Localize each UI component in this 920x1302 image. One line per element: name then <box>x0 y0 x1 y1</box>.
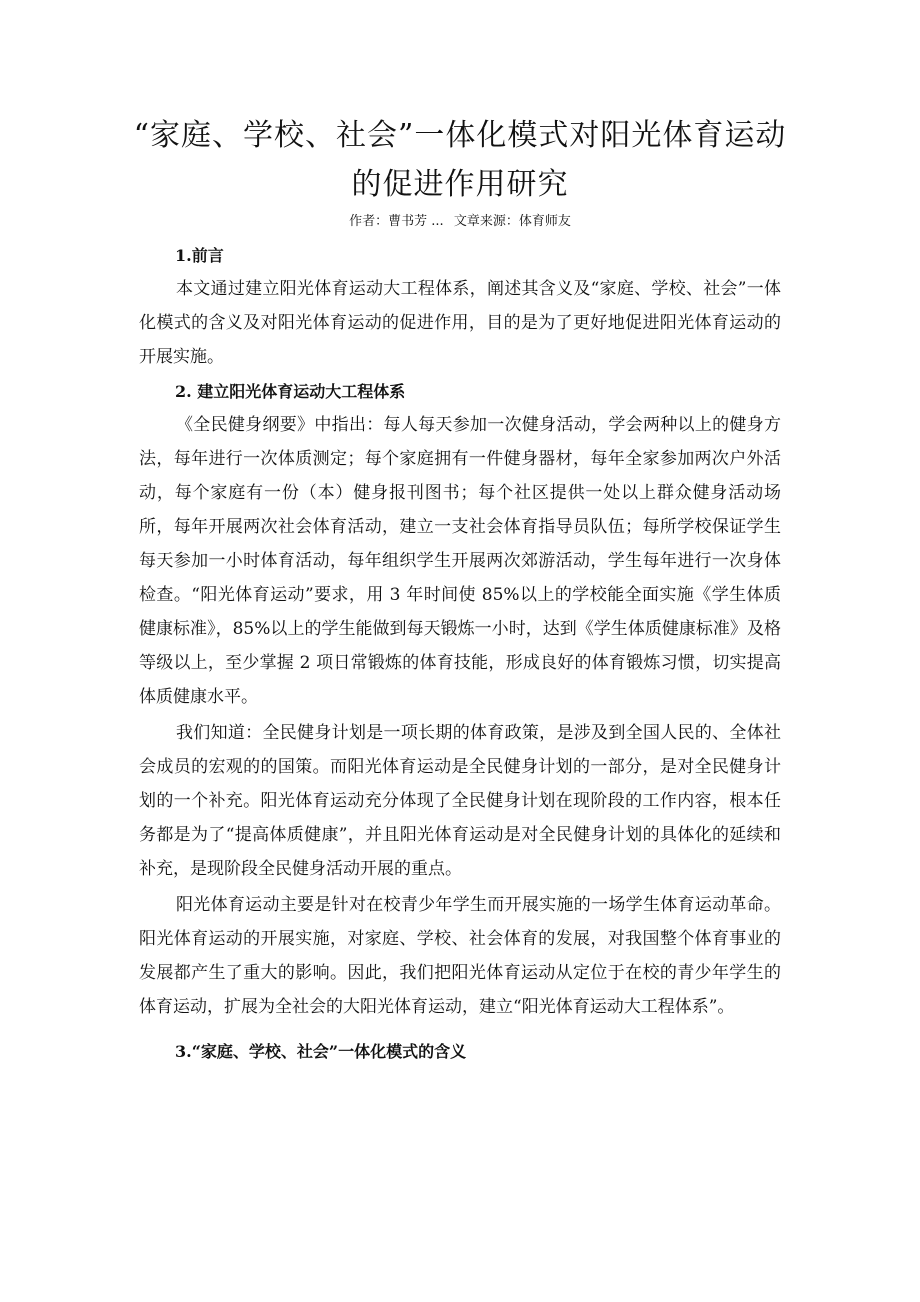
paragraph: 本文通过建立阳光体育运动大工程体系，阐述其含义及“家庭、学校、社会”一体化模式的含义及对阳光体育运动的促进作用，目的是为了更好地促进阳光体育运动的开展实施。 <box>139 279 781 367</box>
section-heading-system: 2. 建立阳光体育运动大工程体系 <box>175 382 406 401</box>
byline <box>80 212 840 232</box>
document-title-line-1: “家庭、学校、社会”一体化模式对阳光体育运动 <box>133 118 787 153</box>
source-label: 文章来源：体育师友 <box>453 214 571 229</box>
section-heading-preface: 1.前言 <box>175 246 224 265</box>
section-heading-model-meaning: 3.“家庭、学校、社会”一体化模式的含义 <box>175 1042 467 1061</box>
author-label: 作者：曹书芳 ... <box>349 214 444 229</box>
paragraph: 阳光体育运动主要是针对在校青少年学生而开展实施的一场学生体育运动革命。阳光体育运动的开展实施，对家庭、学校、社会体育的发展，对我国整个体育事业的发展都产生了重大的影响。因此，我们把阳光体育运动从定位于在校的青少年学生的体育运动，扩展为全社会的大阳光体育运动，建立“阳光体育运动大工程体系”。 <box>139 895 781 1017</box>
paragraph: 我们知道：全民健身计划是一项长期的体育政策，是涉及到全国人民的、全体社会成员的宏观的的国策。而阳光体育运动是全民健身计划的一部分，是对全民健身计划的一个补充。阳光体育运动充分体现了全民健身计划在现阶段的工作内容，根本任务都是为了“提高体质健康”，并且阳光体育运动是对全民健身计划的具体化的延续和补充，是现阶段全民健身活动开展的重点。 <box>139 723 781 879</box>
document-body <box>139 240 781 1068</box>
document-title-line-2: 的促进作用研究 <box>351 167 569 202</box>
paragraph: 《全民健身纲要》中指出：每人每天参加一次健身活动，学会两种以上的健身方法，每年进行一次体质测定；每个家庭拥有一件健身器材，每年全家参加两次户外活动，每个家庭有一份（本）健身报刊图书；每个社区提供一处以上群众健身活动场所，每年开展两次社会体育活动，建立一支社会体育指导员队伍；每所学校保证学生每天参加一小时体育活动，每年组织学生开展两次郊游活动，学生每年进行一次身体检查。“阳光体育运动”要求，用 3 年时间使 85%以上的学校能全面实施《学生体质健康标准》，85%以上的学生能做到每天锻炼一小时，达到《学生体质健康标准》及格等级以上，至少掌握 2 项日常锻炼的体育技能，形成良好的体育锻炼习惯，切实提高体质健康水平。 <box>139 415 781 707</box>
